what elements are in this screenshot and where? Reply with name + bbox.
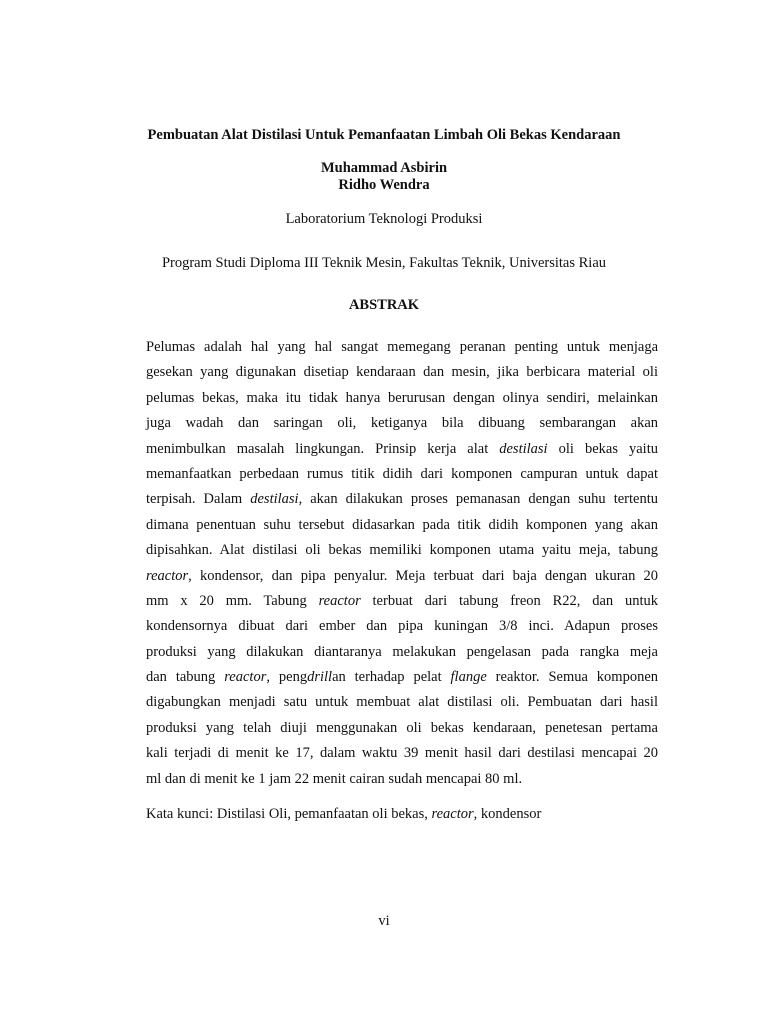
text-run: an terhadap pelat xyxy=(332,669,451,686)
abstract-line xyxy=(146,487,658,512)
italic-term: reactor xyxy=(224,669,267,686)
abstract-line xyxy=(146,462,658,487)
text-run: terpisah. Dalam xyxy=(146,491,251,508)
abstract-body xyxy=(146,335,658,792)
text-run: produksi yang telah diuji menggunakan oli bekas kendaraan, penetesan pertama xyxy=(146,719,658,736)
text-run: reaktor. Semua komponen xyxy=(486,669,659,686)
abstract-line xyxy=(146,564,658,589)
abstract-line xyxy=(146,513,658,538)
abstract-line xyxy=(146,614,658,639)
laboratory-name: Laboratorium Teknologi Produksi xyxy=(285,211,483,227)
text-run: , akan dilakukan proses pemanasan dengan suhu tertentu xyxy=(298,491,658,508)
abstract-line xyxy=(146,741,658,766)
italic-term: reactor xyxy=(318,592,361,609)
text-run: dipisahkan. Alat distilasi oli bekas memiliki komponen utama yaitu meja, tabung xyxy=(146,542,658,559)
text-run: , kondensor xyxy=(473,806,542,822)
italic-term: flange xyxy=(450,669,487,686)
text-run: dan tabung xyxy=(146,669,225,686)
text-run: terbuat dari tabung freon R22, dan untuk xyxy=(360,592,658,609)
abstract-line xyxy=(146,589,658,614)
document-title: Pembuatan Alat Distilasi Untuk Pemanfaatan Limbah Oli Bekas Kendaraan xyxy=(147,127,621,143)
italic-term: reactor xyxy=(146,567,189,584)
text-run: kondensornya dibuat dari ember dan pipa kuningan 3/8 inci. Adapun proses xyxy=(146,618,658,635)
program-affiliation: Program Studi Diploma III Teknik Mesin, Fakultas Teknik, Universitas Riau xyxy=(161,255,607,271)
text-run: pelumas bekas, maka itu tidak hanya berurusan dengan olinya sendiri, melainkan xyxy=(146,389,658,406)
abstract-line xyxy=(146,386,658,411)
text-run: produksi yang dilakukan diantaranya melakukan pengelasan pada rangka meja xyxy=(146,643,658,660)
abstract-line xyxy=(146,437,658,462)
page-number: vi xyxy=(378,913,390,929)
italic-term: reactor xyxy=(431,806,474,822)
italic-term: destilasi xyxy=(250,491,299,508)
abstract-line xyxy=(146,411,658,436)
text-run: gesekan yang digunakan disetiap kendaraan dan mesin, jika berbicara material oli xyxy=(146,364,658,381)
text-run: ml dan di menit ke 1 jam 22 menit cairan sudah mencapai 80 ml. xyxy=(146,770,523,787)
text-run: digabungkan menjadi satu untuk membuat alat distilasi oli. Pembuatan dari hasil xyxy=(146,694,658,711)
abstract-line xyxy=(146,767,658,792)
abstract-line xyxy=(146,690,658,715)
author-name: Ridho Wendra xyxy=(338,177,430,193)
text-run: Kata kunci: Distilasi Oli, pemanfaatan oli bekas, xyxy=(146,806,432,822)
text-run: menimbulkan masalah lingkungan. Prinsip kerja alat xyxy=(146,440,500,457)
abstract-line xyxy=(146,538,658,563)
abstract-line xyxy=(146,640,658,665)
text-run: , kondensor, dan pipa penyalur. Meja terbuat dari baja dengan ukuran 20 xyxy=(188,567,658,584)
italic-term: destilasi xyxy=(499,440,548,457)
text-run: juga wadah dan saringan oli, ketiganya bila dibuang sembarangan akan xyxy=(146,415,658,432)
authors-block xyxy=(0,160,768,194)
abstract-line xyxy=(146,665,658,690)
text-run: dimana penentuan suhu tersebut didasarkan pada titik didih komponen yang akan xyxy=(146,516,658,533)
text-run: oli bekas yaitu xyxy=(547,440,658,457)
author-name: Muhammad Asbirin xyxy=(320,160,448,176)
text-run: kali terjadi di menit ke 17, dalam waktu 39 menit hasil dari destilasi mencapai 20 xyxy=(146,745,658,762)
text-run: Pelumas adalah hal yang hal sangat memegang peranan penting untuk menjaga xyxy=(146,339,658,355)
italic-term: drill xyxy=(307,669,333,686)
abstract-line xyxy=(146,335,658,360)
abstract-line xyxy=(146,360,658,385)
text-run: mm x 20 mm. Tabung xyxy=(146,592,319,609)
abstract-heading: ABSTRAK xyxy=(348,297,420,313)
keywords-line xyxy=(146,806,541,823)
text-run: memanfaatkan perbedaan rumus titik didih dari komponen campuran untuk dapat xyxy=(146,465,658,482)
text-run: , peng xyxy=(266,669,308,686)
abstract-line xyxy=(146,716,658,741)
